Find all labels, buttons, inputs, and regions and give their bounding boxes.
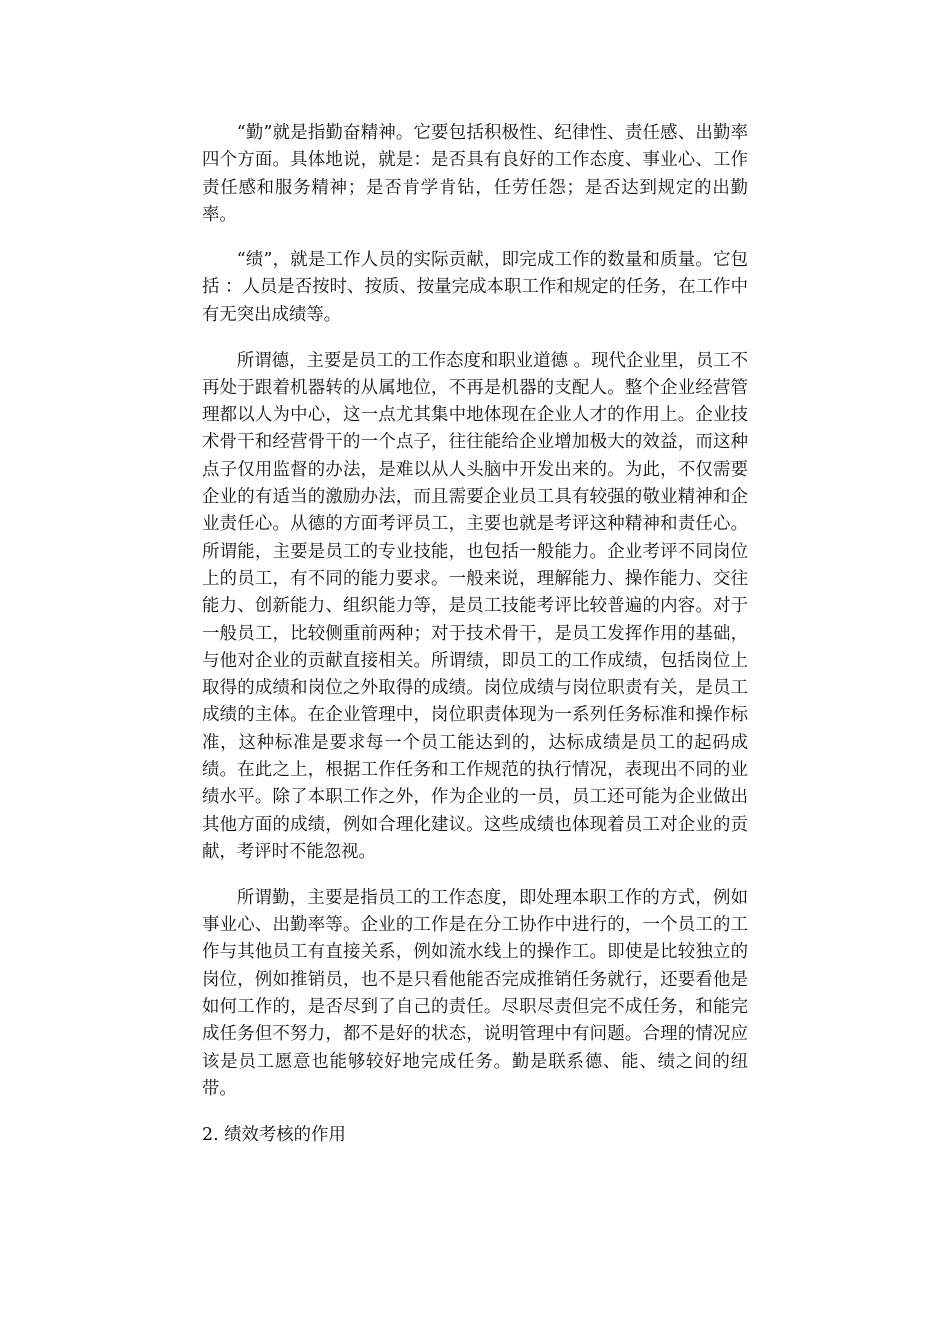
document-page: [202, 120, 748, 1149]
paragraph-ji-definition: “绩”，就是工作人员的实际贡献，即完成工作的数量和质量。它包括 ：人员是否按时、按质、按量完成本职工作和规定的任务，在工作中有无突出成绩等。: [202, 250, 749, 325]
section-heading: 2. 绩效考核的作用: [202, 1124, 346, 1145]
paragraph-suowei-qin: 所谓勤，主要是指员工的工作态度，即处理本职工作的方式，例如事业心、出勤率等。企业的工作是在分工协作中进行的，一个员工的工作与其他员工有直接关系，例如流水线上的操作工。即使是比较独立的岗位，例如推销员，也不是只看他能否完成推销任务就行，还要看他是如何工作的，是否尽到了自己的责任。尽职尽责但完不成任务，和能完成任务但不努力，都不是好的状态，说明管理中有问题。合理的情况应该是员工愿意也能够较好地完成任务。勤是联系德、能、绩之间的纽带。: [202, 887, 748, 1099]
paragraph-de-neng-ji: 所谓德，主要是员工的工作态度和职业道德 。现代企业里，员工不再处于跟着机器转的从属地位，不再是机器的支配人。整个企业经营管理都以人为中心，这一点尤其集中地体现在企业人才的作用上。企业技术骨干和经营骨干的一个点子，往往能给企业增加极大的效益，而这种点子仅用监督的办法，是难以从人头脑中开发出来的。为此，不仅需要企业的有适当的激励办法，而且需要企业员工具有较强的敬业精神和企业责任心。从德的方面考评员工，主要也就是考评这种精神和责任心。所谓能，主要是员工的专业技能，也包括一般能力。企业考评不同岗位上的员工，有不同的能力要求。一般来说，理解能力、操作能力、交往能力、创新能力、组织能力等，是员工技能考评比较普遍的内容。对于一般员工，比较侧重前两种；对于技术骨干，是员工发挥作用的基础，与他对企业的贡献直接相关。所谓绩，即员工的工作成绩，包括岗位上取得的成绩和岗位之外取得的成绩。岗位成绩与岗位职责有关，是员工成绩的主体。在企业管理中，岗位职责体现为一系列任务标准和操作标准，这种标准是要求每一个员工能达到的，达标成绩是员工的起码成绩。在此之上，根据工作任务和工作规范的执行情况，表现出不同的业绩水平。除了本职工作之外，作为企业的一员，员工还可能为企业做出其他方面的成绩，例如合理化建议。这些成绩也体现着员工对企业的贡献，考评时不能忽视。: [202, 350, 748, 862]
paragraph-qin-definition: “勤”就是指勤奋精神。它要包括积极性、纪律性、责任感、出勤率四个方面。具体地说，就是：是否具有良好的工作态度、事业心、工作责任感和服务精神；是否肯学肯钻，任劳任怨；是否达到规定的出勤率。: [202, 123, 748, 225]
